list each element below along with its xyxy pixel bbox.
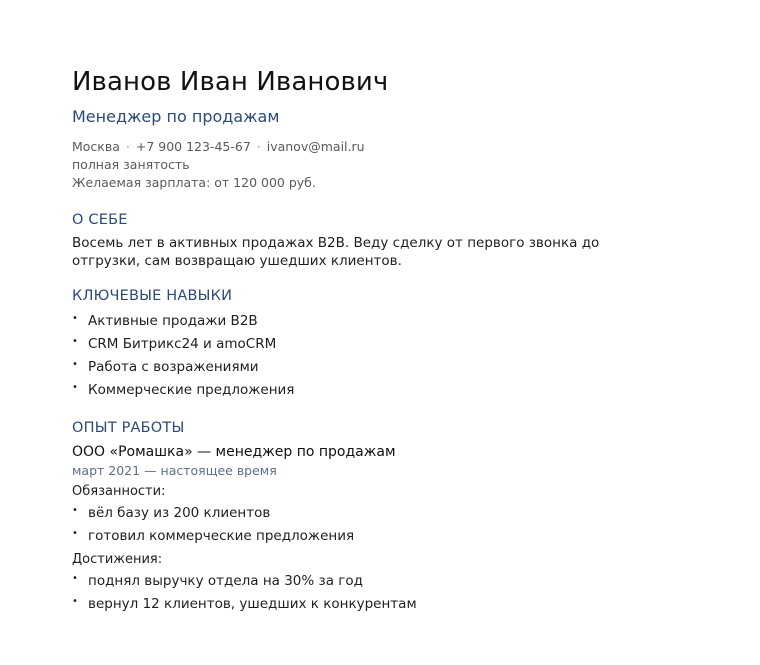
bullet-icon: • <box>72 382 78 393</box>
bullet-icon: • <box>72 505 78 516</box>
contact-city: Москва <box>72 139 120 154</box>
job-dates: март 2021 — настоящее время <box>72 463 277 478</box>
skill-label: CRM Битрикс24 и amoCRM <box>88 336 277 352</box>
skill-label: Активные продажи B2B <box>88 313 258 329</box>
bullet-icon: • <box>72 359 78 370</box>
list-item <box>72 333 688 356</box>
list-item <box>72 379 688 402</box>
bullet-icon: • <box>72 313 78 324</box>
bullet-icon: • <box>72 596 78 607</box>
achievement-text: вернул 12 клиентов, ушедших к конкурентам <box>88 596 417 612</box>
list-item <box>72 525 688 548</box>
achievement-text: поднял выручку отдела на 30% за год <box>88 573 363 589</box>
section-title-about: О СЕБЕ <box>72 212 128 228</box>
job-title: ООО «Ромашка» — менеджер по продажам <box>72 444 396 460</box>
list-item <box>72 502 688 525</box>
duty-text: вёл базу из 200 клиентов <box>88 505 271 521</box>
achievements-label: Достижения: <box>72 552 163 567</box>
bullet-icon: • <box>72 528 78 539</box>
bullet-icon: • <box>72 336 78 347</box>
contact-separator: · <box>125 139 130 154</box>
candidate-name: Иванов Иван Иванович <box>72 67 389 97</box>
skill-label: Коммерческие предложения <box>88 382 295 398</box>
contact-email: ivanov@mail.ru <box>266 139 365 154</box>
bullet-icon: • <box>72 573 78 584</box>
contact-separator: · <box>256 139 261 154</box>
desired-salary: Желаемая зарплата: от 120 000 руб. <box>72 175 316 190</box>
contact-line <box>72 138 688 156</box>
duties-list <box>72 502 688 548</box>
duties-label: Обязанности: <box>72 484 166 499</box>
about-text: Восемь лет в активных продажах B2B. Веду сделку от первого звонка до отгрузки, сам возвращаю ушедших клиентов. <box>72 235 600 269</box>
list-item <box>72 570 688 593</box>
employment-type: полная занятость <box>72 157 190 172</box>
section-title-skills: КЛЮЧЕВЫЕ НАВЫКИ <box>72 288 233 304</box>
achievements-list <box>72 570 688 616</box>
list-item <box>72 593 688 616</box>
desired-position: Менеджер по продажам <box>72 107 280 126</box>
skill-label: Работа с возражениями <box>88 359 259 375</box>
duty-text: готовил коммерческие предложения <box>88 528 355 544</box>
skills-list <box>72 310 688 402</box>
list-item <box>72 310 688 333</box>
section-title-experience: ОПЫТ РАБОТЫ <box>72 420 185 436</box>
contact-phone: +7 900 123-45-67 <box>135 139 251 154</box>
list-item <box>72 356 688 379</box>
